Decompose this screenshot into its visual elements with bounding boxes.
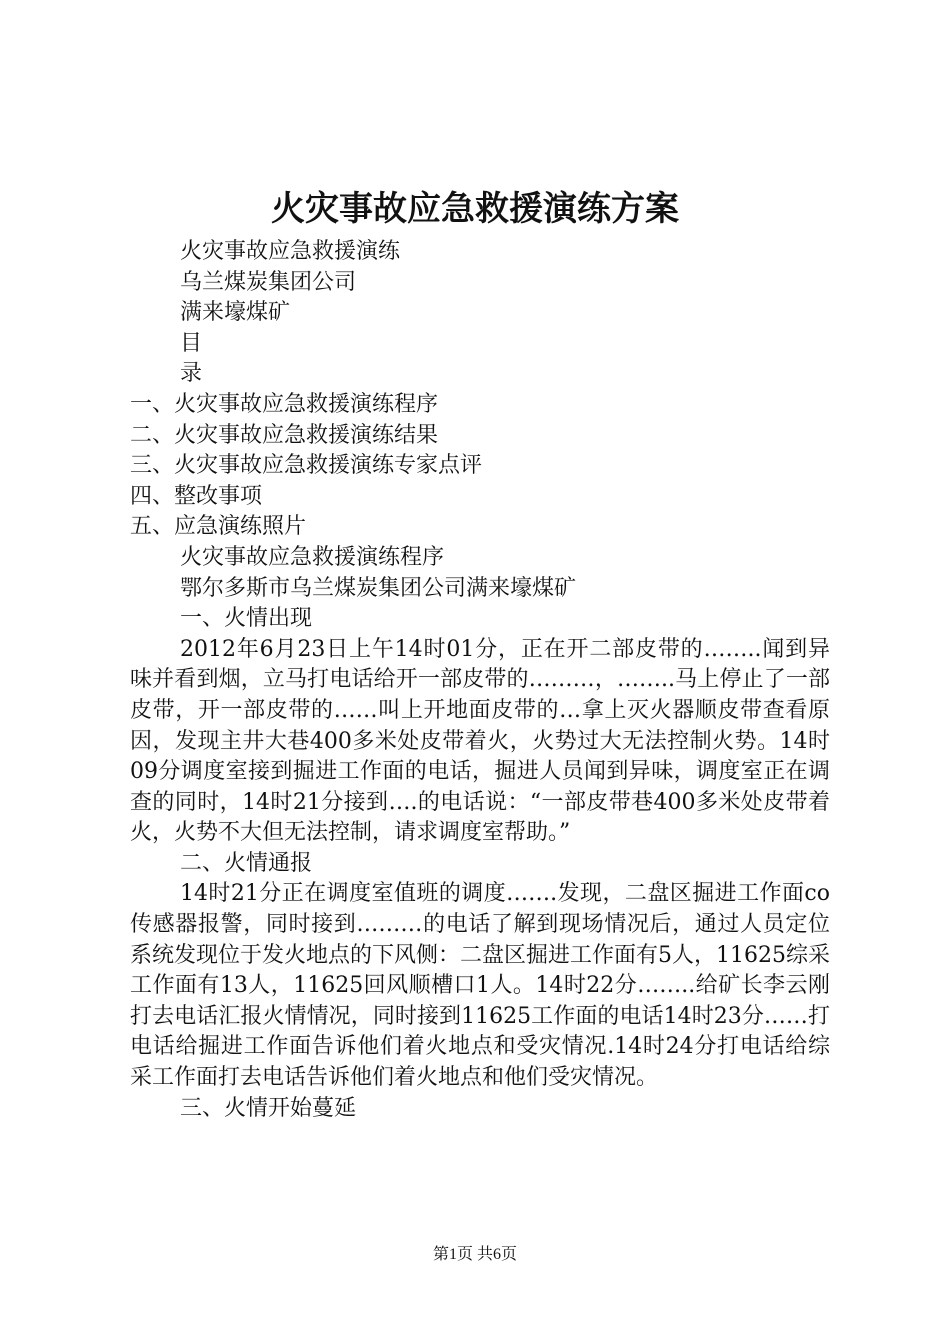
toc-heading-part2: 录 [180, 361, 203, 387]
section-subtitle: 鄂尔多斯市乌兰煤炭集团公司满来壕煤矿 [180, 575, 577, 601]
heading-fire-appears: 一、火情出现 [180, 606, 313, 632]
heading-fire-spreads: 三、火情开始蔓延 [180, 1095, 357, 1121]
paragraph-text: 2012年6月23日上午14时01分，正在开二部皮带的……..闻到异味并看到烟，立马打电话给开一部皮带的………，……..马上停止了一部皮带，开一部皮带的……叫上开地面皮带的…拿上灭火器顺皮带查看原因，发现主井大巷400多米处皮带着火，火势过大无法控制火势。14时09分调度室接到掘进工作面的电话，掘进人员闻到异味，调度室正在调查的同时，14时21分接到….的电话说：“一部皮带巷400多米处皮带着火，火势不大但无法控制，请求调度室帮助。” [130, 636, 830, 846]
section-title: 火灾事故应急救援演练程序 [180, 544, 445, 570]
mine-name-line: 满来壕煤矿 [180, 300, 291, 326]
toc-item-5: 五、应急演练照片 [130, 514, 307, 540]
page-number: 第1页 共6页 [432, 1246, 517, 1263]
paragraph-fire-report [130, 879, 830, 1093]
company-name-line: 乌兰煤炭集团公司 [180, 269, 357, 295]
document-title: 火灾事故应急救援演练方案 [271, 189, 679, 229]
toc-item-2: 二、火灾事故应急救援演练结果 [130, 422, 439, 448]
toc-heading-part1: 目 [180, 330, 203, 356]
heading-fire-report: 二、火情通报 [180, 850, 313, 876]
toc-item-3: 三、火灾事故应急救援演练专家点评 [130, 453, 483, 479]
paragraph-text: 14时21分正在调度室值班的调度…….发现，二盘区掘进工作面co传感器报警，同时接到………的电话了解到现场情况后，通过人员定位系统发现位于发火地点的下风侧：二盘区掘进工作面有5人，11625综采工作面有13人，11625回风顺槽口1人。14时22分……..给矿长李云刚打去电话汇报火情情况，同时接到11625工作面的电话14时23分……打电话给掘进工作面告诉他们着火地点和受灾情况.14时24分打电话给综采工作面打去电话告诉他们着火地点和他们受灾情况。 [130, 881, 830, 1091]
paragraph-fire-appears [130, 635, 830, 849]
document-body [130, 237, 830, 1124]
toc-item-4: 四、整改事项 [130, 483, 263, 509]
cover-title-line: 火灾事故应急救援演练 [180, 239, 401, 264]
toc-item-1: 一、火灾事故应急救援演练程序 [130, 391, 439, 417]
